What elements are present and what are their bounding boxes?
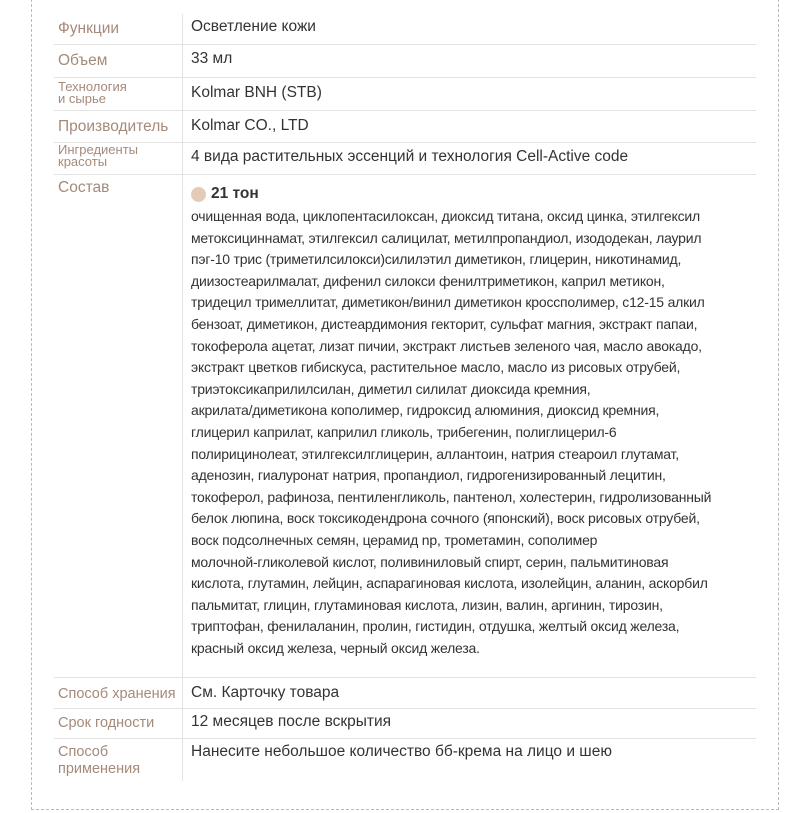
row-composition (54, 175, 756, 678)
composition-line: молочной-гликолевой кислот, поливиниловый спирт, серин, пальмитиновая (191, 553, 669, 570)
shade-label: 21 тон (211, 185, 259, 202)
label-ingredients-line2: красоты (58, 154, 108, 169)
label-composition: Состав (58, 179, 110, 196)
composition-line: экстракт цветков гибискуса, растительное масло, масло из рисовых отрубей, (191, 359, 681, 376)
value-shelf-life: 12 месяцев после вскрытия (191, 713, 392, 730)
composition-line: воск подсолнечных семян, церамид np, трометамин, сополимер (191, 531, 598, 548)
label-functions: Функции (58, 20, 120, 37)
column-divider (182, 175, 183, 677)
row-technology (54, 78, 756, 111)
composition-line: глицерил каприлат, каприлил гликоль, трибегенин, полиглицерил-6 (191, 423, 617, 440)
composition-line: полирицинолеат, этилгексилглицерин, аллантоин, натрия стеароил глутамат, (191, 445, 679, 462)
row-volume (54, 45, 756, 78)
row-storage (54, 678, 756, 709)
row-ingredients (54, 143, 756, 175)
shade-indicator (191, 185, 259, 203)
value-technology: Kolmar BNH (STB) (191, 84, 322, 101)
composition-line: красный оксид железа, черный оксид железа. (191, 639, 480, 656)
value-functions: Осветление кожи (191, 18, 316, 35)
label-manufacturer: Производитель (58, 118, 169, 135)
label-ingredients (58, 144, 138, 168)
composition-line: диизостеарилмалат, дифенил силокси фенилтриметикон, каприл метикон, (191, 272, 665, 289)
column-divider (182, 709, 183, 738)
value-ingredients: 4 вида растительных эссенций и технология Cell-Active code (191, 148, 629, 165)
composition-line: кислота, глутамин, лейцин, аспарагиновая кислота, изолейцин, аланин, аскорбил (191, 575, 708, 592)
shade-swatch (191, 187, 206, 202)
row-manufacturer (54, 111, 756, 143)
value-usage: Нанесите небольшое количество бб-крема на лицо и шею (191, 743, 612, 760)
composition-line: белок люпина, воск токсикодендрона сочного (японский), воск рисовых отрубей, (191, 510, 700, 527)
column-divider (182, 111, 183, 142)
composition-line: очищенная вода, циклопентасилоксан, диоксид титана, оксид цинка, этилгексил (191, 208, 700, 224)
label-shelf-life: Срок годности (58, 715, 155, 731)
row-usage (54, 739, 756, 781)
value-storage: См. Карточку товара (191, 684, 340, 701)
label-storage: Способ хранения (58, 686, 176, 702)
column-divider (182, 143, 183, 174)
composition-line: акрилата/диметикона кополимер, гидроксид алюминия, диоксид кремния, (191, 402, 660, 419)
label-usage-line1: Способ (58, 744, 109, 760)
value-volume: 33 мл (191, 50, 233, 67)
column-divider (182, 14, 183, 44)
column-divider (182, 739, 183, 781)
composition-line: пальмитат, глицин, глутаминовая кислота, лизин, валин, аргинин, тирозин, (191, 596, 663, 613)
label-technology (58, 81, 127, 105)
value-manufacturer: Kolmar CO., LTD (191, 117, 309, 134)
composition-line: токоферола ацетат, лизат пичии, экстракт листьев зеленого чая, масло авокадо, (191, 337, 702, 354)
composition-line: триптофан, фенилаланин, пролин, гистидин, отдушка, желтый оксид железа, (191, 618, 680, 635)
label-ingredients-line1: Ингредиенты (58, 142, 138, 157)
label-technology-line2: и сырье (58, 91, 106, 106)
composition-line: пэг-10 трис (триметилсилокси)силилэтил диметикон, глицерин, никотинамид, (191, 251, 682, 268)
composition-line: метоксициннамат, этилгексил салицилат, метилпропандиол, изододекан, лаурил (191, 229, 702, 246)
composition-text (191, 206, 783, 659)
composition-line: триэтоксикаприлилсилан, диметил силилат диоксида кремния, (191, 380, 591, 397)
label-volume: Объем (58, 52, 108, 69)
label-usage-line2: применения (58, 761, 141, 777)
row-functions (54, 14, 756, 45)
label-usage (58, 744, 140, 778)
column-divider (182, 78, 183, 110)
column-divider (182, 45, 183, 77)
composition-line: токоферол, рафиноза, пентиленгликоль, пантенол, холестерин, гидролизованный (191, 488, 712, 505)
composition-line: тридецил тримеллитат, диметикон/винил диметикон кроссполимер, с12-15 алкил (191, 294, 705, 311)
label-technology-line1: Технология (58, 79, 127, 94)
composition-line: бензоат, диметикон, дистеардимония гекторит, сульфат магния, экстракт папаи, (191, 315, 698, 332)
composition-line: аденозин, гиалуронат натрия, пропандиол, гидрогенизированный лецитин, (191, 467, 666, 484)
column-divider (182, 678, 183, 708)
row-shelf-life (54, 709, 756, 739)
